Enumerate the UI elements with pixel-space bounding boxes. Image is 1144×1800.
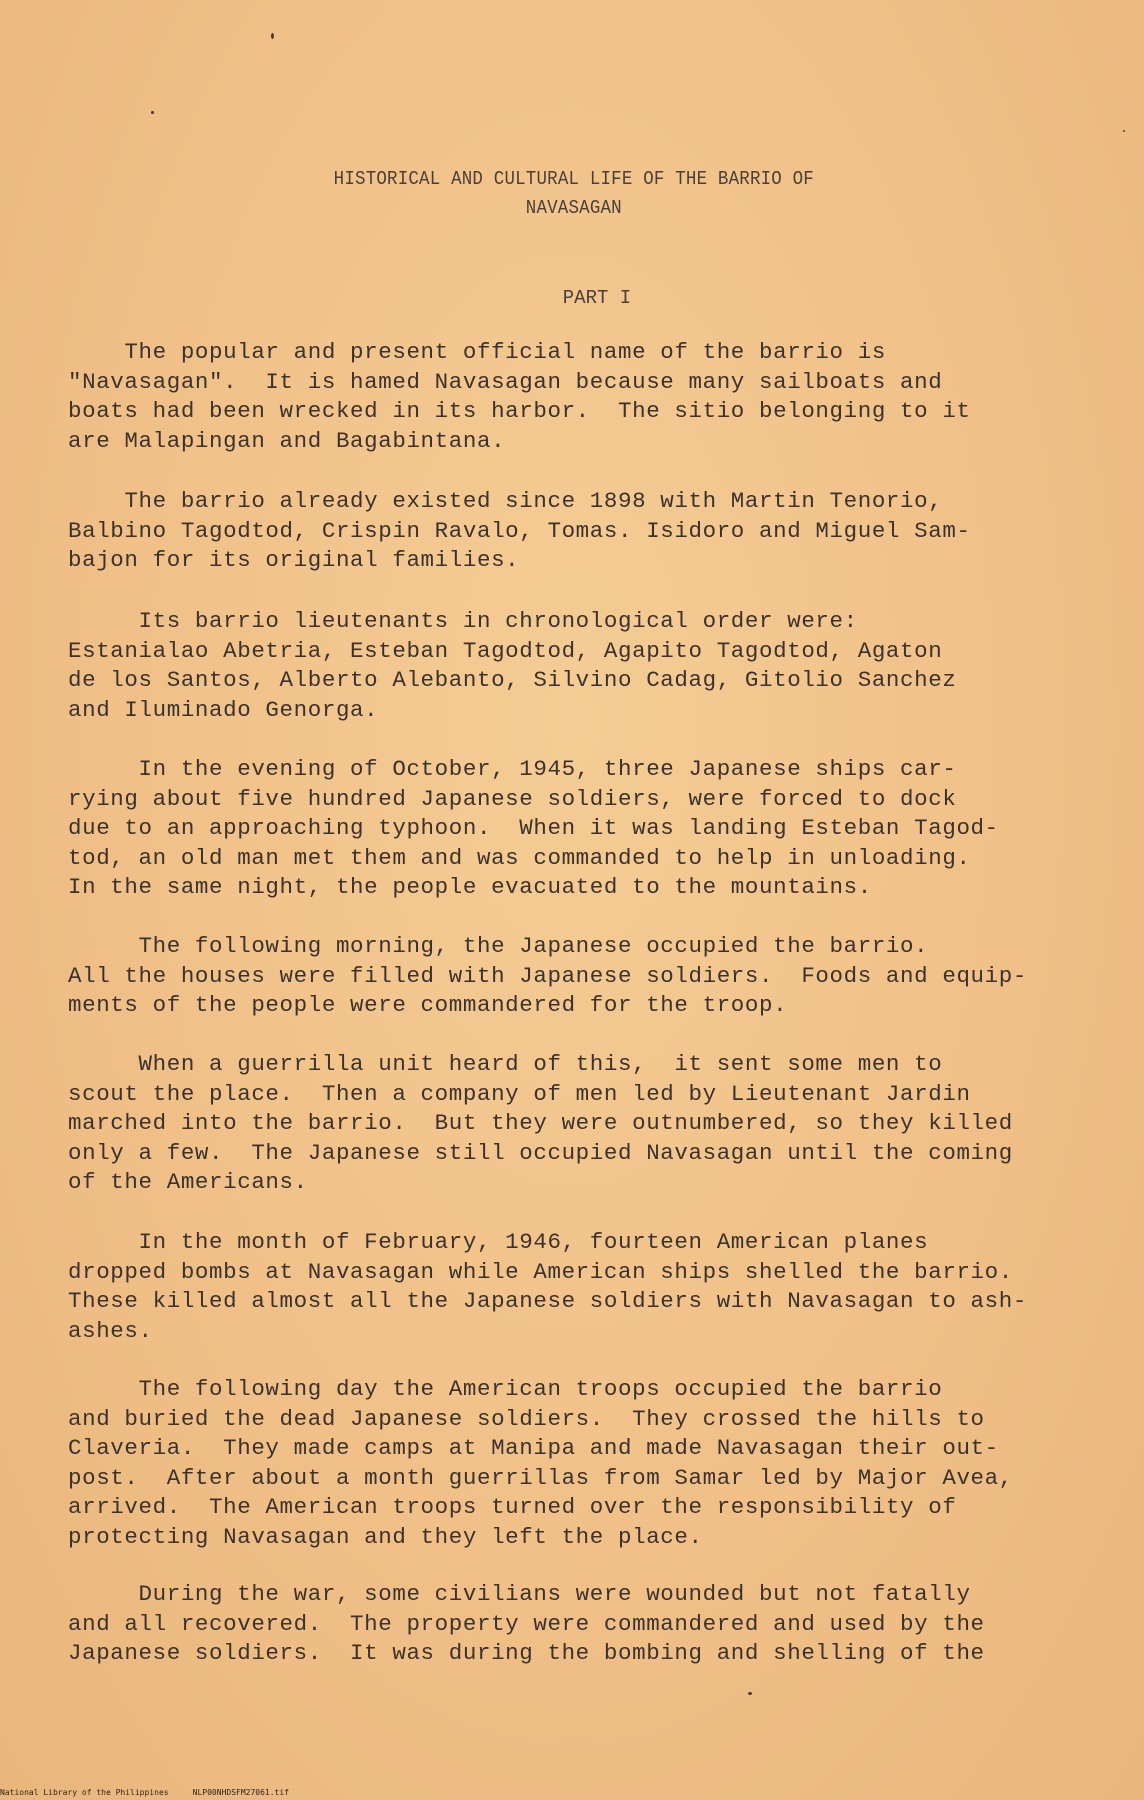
text-line: In the evening of October, 1945, three Japanese ships car-	[68, 756, 957, 782]
paragraph-8	[68, 1375, 1108, 1552]
text-line: and buried the dead Japanese soldiers. They crossed the hills to	[68, 1405, 985, 1432]
text-line: The following day the American troops occupied the barrio	[68, 1376, 943, 1402]
text-line: Claveria. They made camps at Manipa and made Navasagan their out-	[68, 1435, 999, 1461]
paragraph-1	[68, 338, 1108, 456]
part-heading: PART I	[562, 287, 632, 309]
document-title	[48, 165, 1100, 223]
text-line: The barrio already existed since 1898 with Martin Tenorio,	[68, 488, 943, 514]
text-line: bajon for its original families.	[68, 547, 520, 573]
text-line: When a guerrilla unit heard of this, it sent some men to	[68, 1051, 943, 1077]
text-line: are Malapingan and Bagabintana.	[68, 427, 506, 454]
text-line: Its barrio lieutenants in chronological order were:	[68, 608, 858, 634]
text-line: boats had been wrecked in its harbor. The sitio belonging to it	[68, 398, 971, 424]
text-line: Estanialao Abetria, Esteban Tagodtod, Agapito Tagodtod, Agaton	[68, 637, 943, 664]
text-line: These killed almost all the Japanese soldiers with Navasagan to ash-	[68, 1288, 1027, 1314]
text-line: The following morning, the Japanese occupied the barrio.	[68, 933, 929, 959]
paragraph-7	[68, 1228, 1108, 1346]
paragraph-5	[68, 932, 1108, 1021]
text-line: and Iluminado Genorga.	[68, 696, 379, 723]
title-line-1: HISTORICAL AND CULTURAL LIFE OF THE BARRIO OF	[333, 168, 814, 190]
text-line: During the war, some civilians were wounded but not fatally	[68, 1581, 971, 1607]
text-line: marched into the barrio. But they were outnumbered, so they killed	[68, 1110, 1013, 1136]
text-line: and all recovered. The property were commandered and used by the	[68, 1610, 985, 1637]
scan-speck	[151, 111, 154, 114]
text-line: arrived. The American troops turned over the responsibility of	[68, 1494, 957, 1520]
text-line: ashes.	[68, 1317, 153, 1344]
text-line: only a few. The Japanese still occupied Navasagan until the coming	[68, 1139, 1013, 1166]
text-line: "Navasagan". It is hamed Navasagan because many sailboats and	[68, 368, 943, 395]
scan-footer: National Library of the Philippines NLP00NHDSFM27061.tif	[0, 1788, 289, 1797]
scan-speck	[748, 1692, 752, 1695]
paragraph-2	[68, 487, 1108, 576]
text-line: protecting Navasagan and they left the place.	[68, 1523, 703, 1550]
paragraph-3	[68, 607, 1108, 725]
text-line: All the houses were filled with Japanese soldiers. Foods and equip-	[68, 962, 1027, 989]
text-line: dropped bombs at Navasagan while American ships shelled the barrio.	[68, 1258, 1013, 1285]
text-line: In the same night, the people evacuated to the mountains.	[68, 874, 872, 900]
scan-speck	[1123, 130, 1125, 132]
text-line: Japanese soldiers. It was during the bombing and shelling of the	[68, 1640, 985, 1666]
text-line: post. After about a month guerrillas from Samar led by Major Avea,	[68, 1464, 1013, 1491]
paragraph-6	[68, 1050, 1108, 1198]
paragraph-9	[68, 1580, 1108, 1669]
paragraph-4	[68, 755, 1108, 903]
text-line: Balbino Tagodtod, Crispin Ravalo, Tomas. Isidoro and Miguel Sam-	[68, 517, 971, 544]
text-line: rying about five hundred Japanese soldiers, were forced to dock	[68, 785, 957, 812]
text-line: of the Americans.	[68, 1169, 308, 1195]
text-line: tod, an old man met them and was commanded to help in unloading.	[68, 844, 971, 871]
text-line: The popular and present official name of the barrio is	[68, 339, 886, 365]
text-line: due to an approaching typhoon. When it was landing Esteban Tagod-	[68, 815, 999, 841]
text-line: In the month of February, 1946, fourteen American planes	[68, 1229, 929, 1255]
text-line: ments of the people were commandered for the troop.	[68, 992, 788, 1018]
scan-speck	[271, 33, 274, 39]
text-line: scout the place. Then a company of men led by Lieutenant Jardin	[68, 1080, 971, 1107]
title-line-2: NAVASAGAN	[525, 197, 622, 219]
text-line: de los Santos, Alberto Alebanto, Silvino Cadag, Gitolio Sanchez	[68, 667, 957, 693]
